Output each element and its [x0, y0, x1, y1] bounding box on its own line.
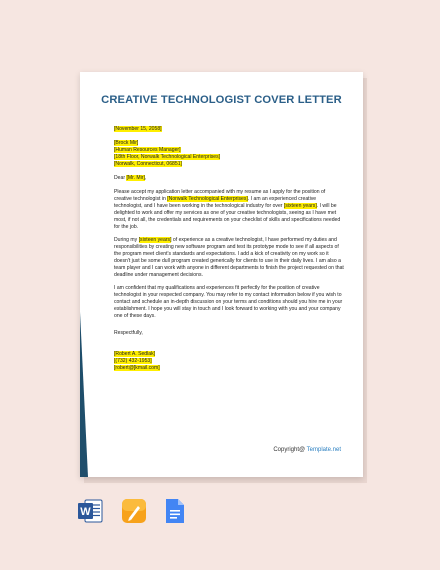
- paragraph-1: Please accept my application letter accompanied with my resume as I apply for the position of creative technologist in [Norwalk Technological Enterprises]. I am an experienced creative technologist, and I have been working in the technological industry for over [sixteen years]. I will be delighted to work and offer my services as one of your creative technologists, seeing as I have met most, if not all, the credentials and requirements on your checklist of skills and specifications needed for the job.: [114, 189, 341, 230]
- letter-body: [114, 126, 344, 379]
- sender-name: [Robert A. Sedlak]: [114, 351, 156, 357]
- recipient-address-line2: [Norwalk, Connecticut, 06851]: [114, 161, 182, 167]
- sender-block: [114, 351, 344, 372]
- google-docs-icon[interactable]: [160, 497, 188, 525]
- copyright-footer: Copyright@ Template.net: [273, 447, 341, 453]
- word-icon[interactable]: [76, 497, 104, 525]
- closing: Respectfully,: [114, 330, 143, 336]
- document-page: [80, 72, 363, 477]
- salutation-name: [Mr. Mir]: [126, 175, 145, 181]
- letter-title: CREATIVE TECHNOLOGIST COVER LETTER: [101, 94, 342, 106]
- paragraph-3: I am confident that my qualifications and experiences fit perfectly for the position of creative technologist in your respected company. You may refer to my contact information below if you wish to contact and schedule an in-depth discussion on your terms and conditions should you hire me in your establishment. I hope you will stay in touch and I look forward to working with you and your company one of these days.: [114, 285, 343, 319]
- pages-icon[interactable]: [120, 497, 148, 525]
- footer-brand-link[interactable]: Template.net: [306, 447, 341, 453]
- sender-phone: [(732) 432-1953]: [114, 358, 152, 364]
- recipient-title: [Human Resources Manager]: [114, 147, 181, 153]
- letter-date: [November 15, 2058]: [114, 126, 162, 132]
- salutation: Dear [Mr. Mir],: [114, 175, 147, 181]
- recipient-name: [Brock Mir]: [114, 140, 139, 146]
- recipient-address-line1: [18th Floor, Norwalk Technological Enterprises]: [114, 154, 221, 160]
- svg-text:W: W: [80, 506, 91, 518]
- recipient-block: [114, 140, 344, 168]
- sender-email: [robert@]kmail.com]: [114, 365, 160, 371]
- paragraph-2: During my [sixteen years] of experience as a creative technologist, I have performed my duties and responsibilities by creating new software program and test its prototype mode to see if all aspects of the program meet client's standards and expectations. I add a kick of creativity on my work so it doesn't just be some dull program created generically for clients to use in their daily lives. I am also a team player and I can work with anyone in different departments to finish the project requested on that deadline under management decisions.: [114, 237, 344, 278]
